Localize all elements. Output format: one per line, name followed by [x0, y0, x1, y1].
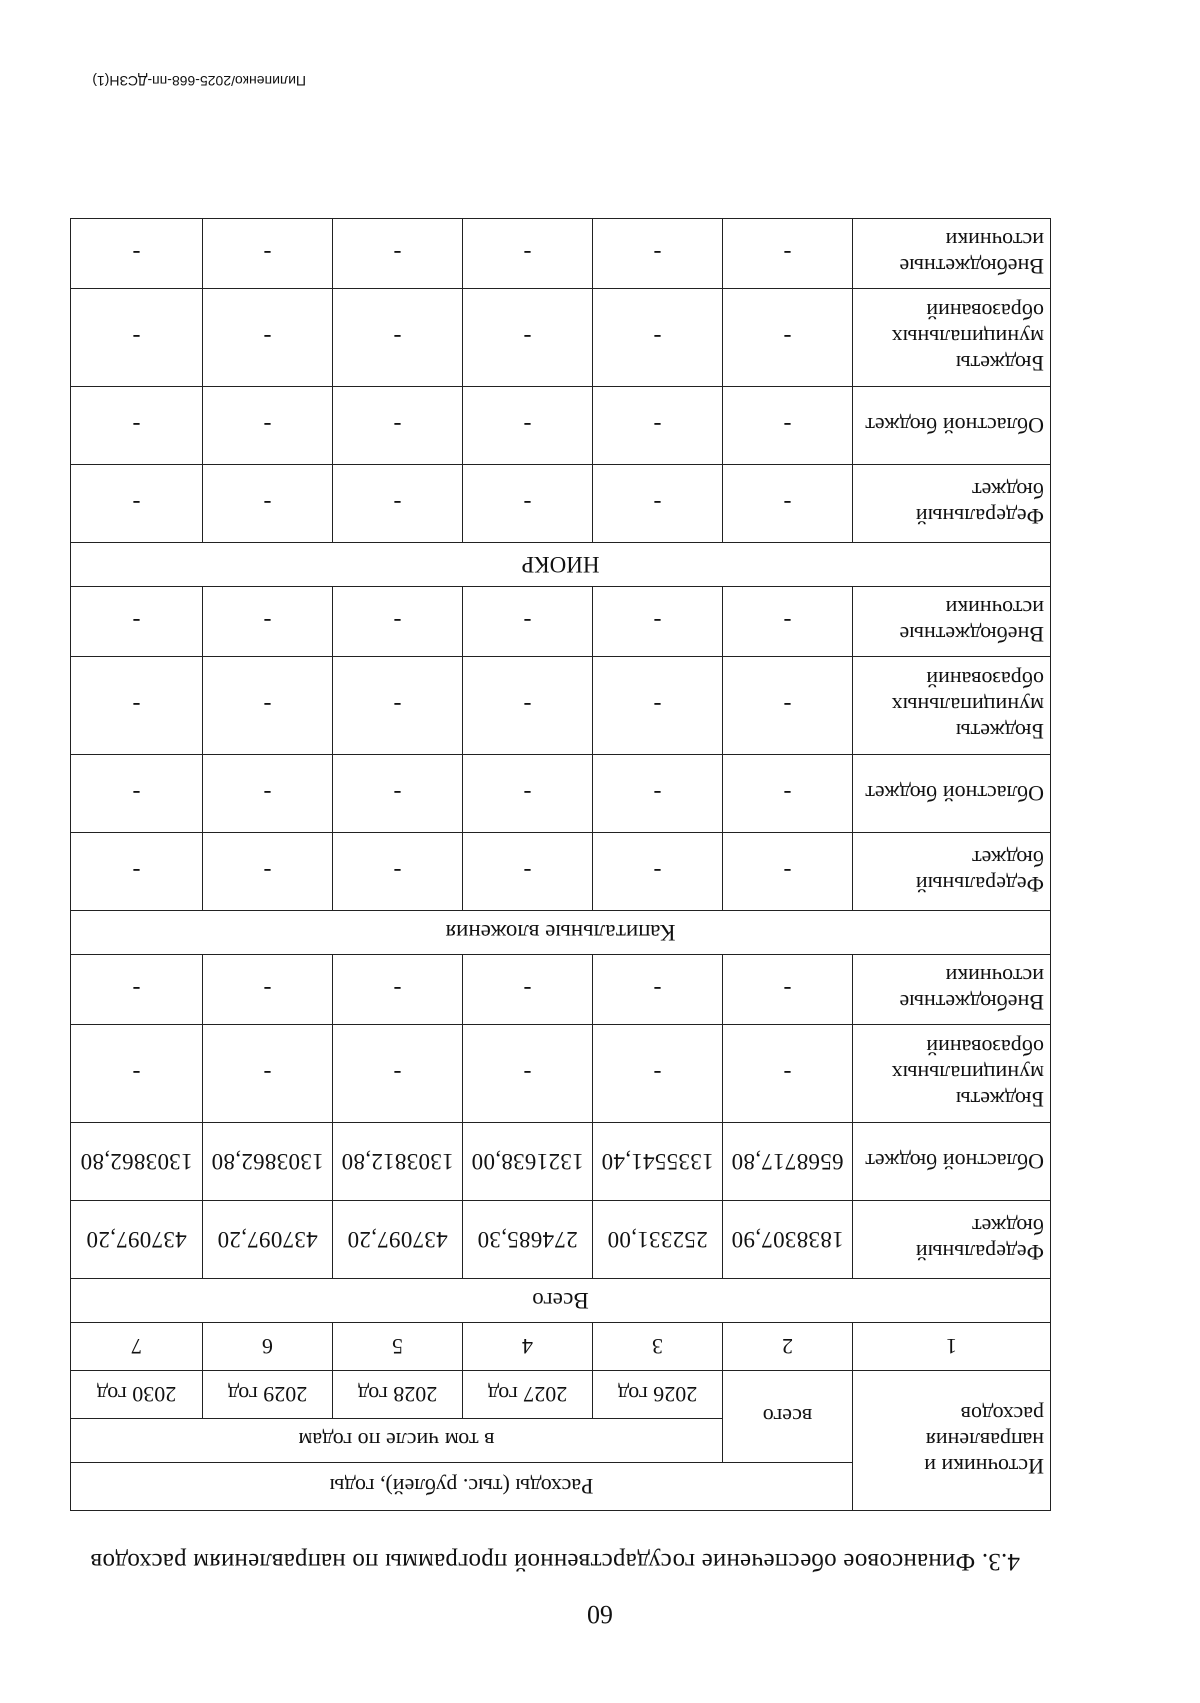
column-number: 6 — [203, 1323, 333, 1371]
header-year: 2026 год — [593, 1371, 723, 1419]
table-cell: - — [723, 1025, 853, 1123]
row-label: Внебюджетные источники — [853, 587, 1051, 657]
table-cell: - — [333, 1025, 463, 1123]
row-label: Областной бюджет — [853, 1123, 1051, 1201]
table-cell: - — [333, 387, 463, 465]
table-row — [70, 387, 1050, 465]
row-label: Областной бюджет — [853, 755, 1051, 833]
table-cell: 437097,20 — [333, 1201, 463, 1279]
table-cell: - — [463, 289, 593, 387]
header-year: 2028 год — [333, 1371, 463, 1419]
table-row — [70, 219, 1050, 289]
column-number: 4 — [463, 1323, 593, 1371]
table-cell: - — [723, 955, 853, 1025]
row-label: Федеральный бюджет — [853, 833, 1051, 911]
table-cell: - — [203, 587, 333, 657]
table-cell: - — [333, 465, 463, 543]
table-cell: - — [723, 387, 853, 465]
table-cell: 1303812,80 — [333, 1123, 463, 1201]
table-cell: - — [723, 465, 853, 543]
table-cell: - — [723, 289, 853, 387]
table-cell: - — [70, 289, 202, 387]
table-cell: - — [593, 657, 723, 755]
column-number: 7 — [70, 1323, 202, 1371]
table-cell: - — [70, 833, 202, 911]
table-header — [70, 1323, 1050, 1511]
table-cell: - — [70, 587, 202, 657]
table-cell: - — [70, 219, 202, 289]
table-cell: - — [723, 657, 853, 755]
table-row — [70, 755, 1050, 833]
table-cell: - — [70, 955, 202, 1025]
table-row — [70, 1201, 1050, 1279]
table-row — [70, 657, 1050, 755]
table-cell: - — [70, 387, 202, 465]
table-cell: 437097,20 — [203, 1201, 333, 1279]
table-cell: - — [463, 465, 593, 543]
table-cell: 1335541,40 — [593, 1123, 723, 1201]
table-cell: - — [593, 833, 723, 911]
row-label: Внебюджетные источники — [853, 219, 1051, 289]
table-cell: 1303862,80 — [70, 1123, 202, 1201]
table-cell: - — [593, 955, 723, 1025]
table-cell: - — [463, 387, 593, 465]
column-number: 2 — [723, 1323, 853, 1371]
table-cell: 6568717,80 — [723, 1123, 853, 1201]
table-cell: - — [463, 657, 593, 755]
table-cell: - — [463, 755, 593, 833]
table-cell: - — [203, 465, 333, 543]
column-number: 1 — [853, 1323, 1051, 1371]
table-row — [70, 1025, 1050, 1123]
table-cell: - — [463, 1025, 593, 1123]
header-total: всего — [723, 1371, 853, 1463]
table-cell: - — [203, 289, 333, 387]
table-cell: - — [70, 1025, 202, 1123]
table-cell: - — [723, 755, 853, 833]
table-cell: - — [593, 289, 723, 387]
table-cell: - — [593, 755, 723, 833]
table-cell: 1303862,80 — [203, 1123, 333, 1201]
header-by-years: в том числе по годам — [70, 1419, 722, 1463]
table-cell: - — [203, 755, 333, 833]
table-row — [70, 587, 1050, 657]
table-cell: 252331,00 — [593, 1201, 723, 1279]
table-cell: - — [333, 755, 463, 833]
table-cell: 1838307,90 — [723, 1201, 853, 1279]
table-cell: - — [333, 587, 463, 657]
row-label: Бюджеты муниципальных образований — [853, 289, 1051, 387]
table-cell: - — [70, 465, 202, 543]
header-sources: Источники и направления расходов — [853, 1371, 1051, 1511]
table-body — [70, 219, 1050, 1323]
table-cell: - — [333, 657, 463, 755]
table-cell: - — [333, 289, 463, 387]
row-label: Бюджеты муниципальных образований — [853, 657, 1051, 755]
table-cell: - — [203, 657, 333, 755]
table-cell: - — [463, 955, 593, 1025]
row-label: Внебюджетные источники — [853, 955, 1051, 1025]
table-cell: - — [723, 833, 853, 911]
header-year: 2029 год — [203, 1371, 333, 1419]
table-cell: - — [203, 1025, 333, 1123]
table-cell: - — [723, 219, 853, 289]
row-label: Федеральный бюджет — [853, 465, 1051, 543]
table-cell: - — [463, 587, 593, 657]
table-cell: - — [203, 219, 333, 289]
table-cell: - — [593, 387, 723, 465]
table-cell: - — [70, 657, 202, 755]
row-label: Бюджеты муниципальных образований — [853, 1025, 1051, 1123]
section-title: Всего — [70, 1279, 1050, 1323]
table-cell: - — [333, 219, 463, 289]
table-row — [70, 1123, 1050, 1201]
row-label: Областной бюджет — [853, 387, 1051, 465]
page-number: 60 — [587, 1600, 613, 1629]
header-year: 2030 год — [70, 1371, 202, 1419]
table-cell: - — [203, 833, 333, 911]
table-cell: - — [203, 955, 333, 1025]
table-cell: 1321638,00 — [463, 1123, 593, 1201]
section-heading: 4.3. Финансовое обеспечение государственной программы по направлениям расходов — [90, 1548, 1020, 1575]
table-cell: - — [593, 1025, 723, 1123]
table-cell: - — [593, 219, 723, 289]
header-year: 2027 год — [463, 1371, 593, 1419]
table-cell: 274685,30 — [463, 1201, 593, 1279]
column-number: 3 — [593, 1323, 723, 1371]
table-cell: - — [70, 755, 202, 833]
table-cell: - — [333, 833, 463, 911]
section-title: Капитальные вложения — [70, 911, 1050, 955]
table-cell: - — [723, 587, 853, 657]
row-label: Федеральный бюджет — [853, 1201, 1051, 1279]
table-cell: - — [333, 955, 463, 1025]
document-footer: Пилипенко/2025-668-пп-ДСЗН(1) — [92, 73, 306, 89]
column-number: 5 — [333, 1323, 463, 1371]
table-row — [70, 289, 1050, 387]
table-row — [70, 833, 1050, 911]
table-cell: - — [593, 465, 723, 543]
table-cell: - — [203, 387, 333, 465]
section-title: НИОКР — [70, 543, 1050, 587]
table-cell: - — [463, 833, 593, 911]
table-cell: - — [463, 219, 593, 289]
table-cell: 437097,20 — [70, 1201, 202, 1279]
table-row — [70, 465, 1050, 543]
table-cell: - — [593, 587, 723, 657]
table-row — [70, 955, 1050, 1025]
financing-table — [70, 218, 1051, 1511]
header-expenses: Расходы (тыс. рублей), годы — [70, 1463, 852, 1511]
